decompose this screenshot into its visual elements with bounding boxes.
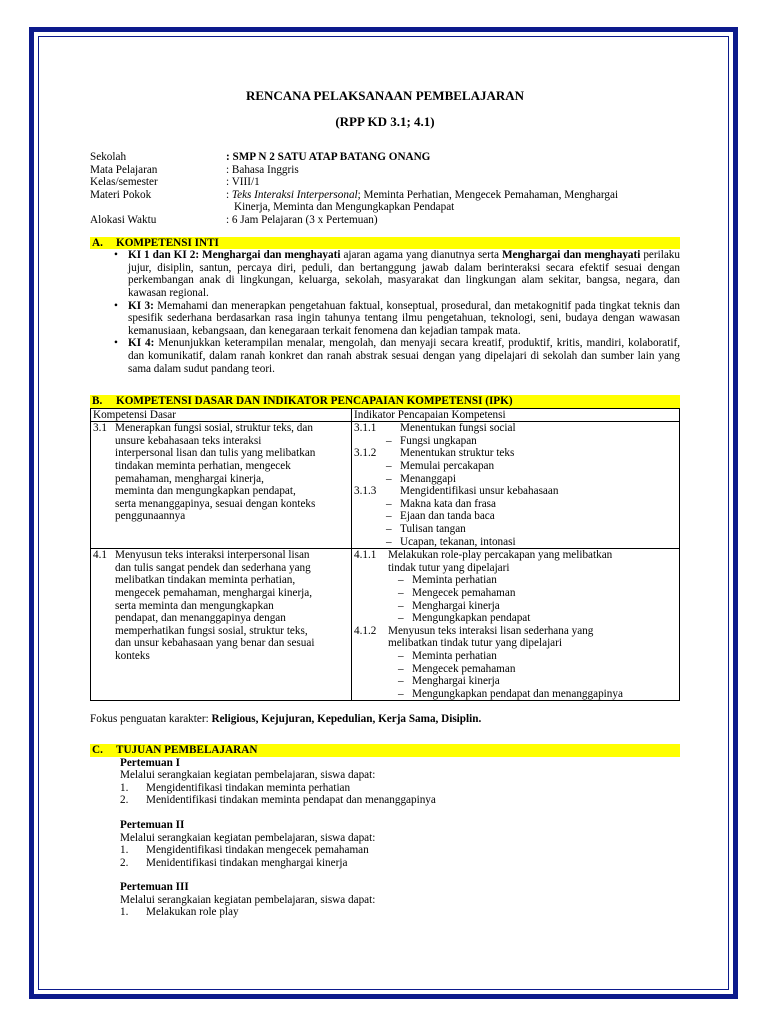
ipk-line: [354, 625, 677, 638]
list-text: Melakukan role play: [146, 906, 239, 919]
kd-text: interpersonal lisan dan tulis yang melibatkan: [115, 447, 316, 460]
ipk-number: 4.1.2: [354, 624, 377, 637]
kd-number: 3.1: [93, 422, 107, 435]
meeting-title: Pertemuan III: [120, 881, 189, 894]
ipk-subitem: – Ejaan dan tanda baca: [354, 510, 677, 523]
ki-bold: KI 4:: [128, 337, 155, 350]
table-row: [91, 549, 680, 701]
identity-block: [90, 151, 680, 227]
section-letter: A.: [92, 236, 103, 249]
ipk-number: 3.1.1: [354, 422, 377, 435]
fokus-values: Religious, Kejujuran, Kepedulian, Kerja Sama, Disiplin.: [211, 713, 482, 726]
ipk-text: melibatkan tindak tutur yang dipelajari: [388, 637, 562, 650]
kd-text: dan unsur kebahasaan yang benar dan sesuai: [115, 637, 315, 650]
info-value: : VIII/1: [226, 176, 260, 189]
info-row-materi: [90, 189, 680, 214]
meeting-intro: Melalui serangkaian kegiatan pembelajaran, siswa dapat:: [120, 769, 376, 782]
ki-text: Menunjukkan keterampilan menalar, mengolah, dan menyaji secara kreatif, produktif, kritis, mandiri, kolaboratif, dan komunikatif, dalam ranah konkret dan ranah abstrak sesuai dengan yang dipelajari di sekolah dan sumber lain yang sama dalam sudut pandang teori.: [128, 337, 680, 375]
ipk-subitem: – Makna kata dan frasa: [354, 498, 677, 511]
list-text: Menidentifikasi tindakan meminta pendapat dan menanggapinya: [146, 794, 436, 807]
kd-cell-4-1: [91, 549, 352, 701]
meeting-title: Pertemuan I: [120, 756, 180, 769]
kd-text: tindakan meminta perhatian, mengecek: [115, 460, 291, 473]
kd-text: Menerapkan fungsi sosial, struktur teks, dan: [115, 422, 313, 435]
ipk-subitem: – Menanggapi: [354, 473, 677, 486]
kd-line: [93, 549, 349, 562]
section-letter: C.: [92, 743, 103, 756]
kd-text: melibatkan tindakan meminta perhatian,: [115, 574, 296, 587]
ipk-subitem: – Menghargai kinerja: [354, 675, 677, 688]
info-value: : SMP N 2 SATU ATAP BATANG ONANG: [226, 151, 431, 163]
materi-rest: ; Meminta Perhatian, Mengecek Pemahaman, Menghargai: [357, 188, 619, 201]
colon: :: [226, 188, 232, 201]
info-row-sekolah: [90, 151, 680, 164]
ki-item-1-2: [128, 249, 680, 299]
kd-text: konteks: [115, 649, 150, 662]
info-value: : 6 Jam Pelajaran (3 x Pertemuan): [226, 213, 378, 226]
kd-text: mengecek pemahaman, menghargai kinerja,: [115, 587, 313, 599]
kd-line: [93, 422, 349, 435]
list-text: Mengidentifikasi tindakan meminta perhatian: [146, 781, 351, 794]
list-number: 2.: [120, 856, 129, 869]
section-title: KOMPETENSI INTI: [116, 236, 219, 249]
section-a-heading: [90, 237, 680, 250]
ki-text: Memahami dan menerapkan pengetahuan faktual, konseptual, prosedural, dan metakognitif pada tingkat teknis dan spesifik sederhana berdasarkan rasa ingin tahunya tentang ilmu pengetahuan, teknologi, seni, budaya dengan wawasan kemanusiaan, kebangsaan, dan kenegaraan terkait fenomena dan kejadian tampak mata.: [128, 299, 681, 337]
list-number: 1.: [120, 781, 129, 794]
list-number: 1.: [120, 906, 129, 919]
meeting-intro: Melalui serangkaian kegiatan pembelajaran, siswa dapat:: [120, 893, 376, 906]
ipk-subitem: – Menghargai kinerja: [354, 600, 677, 613]
kd-text: pendapat, dan menanggapinya dengan: [115, 612, 286, 625]
kd-text: unsure kebahasaan teks interaksi: [115, 434, 262, 447]
info-label: Alokasi Waktu: [90, 213, 157, 226]
kd-text: penggunaannya: [115, 510, 186, 523]
list-text: Menidentifikasi tindakan menghargai kinerja: [146, 856, 348, 869]
kd-text: dan tulis sangat pendek dan sederhana yang: [115, 561, 311, 574]
ki-list: [90, 249, 680, 375]
ipk-line: [354, 549, 677, 562]
document-subtitle: (RPP KD 3.1; 4.1): [335, 114, 435, 129]
ipk-text: tindak tutur yang dipelajari: [388, 561, 510, 574]
document-content: [90, 86, 680, 919]
document-title: RENCANA PELAKSANAAN PEMBELAJARAN: [245, 88, 525, 103]
info-label: Mata Pelajaran: [90, 163, 158, 176]
section-letter: B.: [92, 395, 103, 408]
tujuan-block: [90, 757, 680, 920]
kd-table: [90, 408, 680, 702]
info-label: Kelas/semester: [90, 176, 158, 189]
ki-text: ajaran agama yang dianutnya serta: [340, 249, 502, 262]
list-item: [120, 794, 680, 807]
info-value: [226, 189, 680, 214]
ipk-number: 3.1.3: [354, 485, 377, 498]
ki-item-3: [128, 300, 680, 338]
kd-cell-3-1: [91, 422, 352, 549]
table-row: [91, 422, 680, 549]
list-text: Mengidentifikasi tindakan mengecek pemahaman: [146, 844, 369, 857]
list-item: [120, 844, 680, 857]
info-value: : Bahasa Inggris: [226, 163, 299, 176]
list-item: [120, 857, 680, 870]
info-row-kelas: [90, 176, 680, 189]
ki-bold: Menghargai dan menghayati: [501, 249, 641, 262]
kd-text: memperhatikan fungsi sosial, struktur teks,: [115, 624, 308, 637]
ipk-text: Mengidentifikasi unsur kebahasaan: [400, 485, 559, 498]
section-title: KOMPETENSI DASAR DAN INDIKATOR PENCAPAIAN KOMPETENSI (IPK): [116, 395, 513, 408]
ki-bold: KI 1 dan KI 2: Menghargai dan menghayati: [128, 249, 341, 262]
table-header-cell: Indikator Pencapaian Kompetensi: [352, 408, 680, 422]
ki-bold: KI 3:: [128, 299, 154, 312]
ipk-subitem: – Mengungkapkan pendapat: [354, 612, 677, 625]
kd-text: serta menanggapinya, sesuai dengan konteks: [115, 497, 316, 510]
list-item: [120, 906, 680, 919]
table-header-cell: Kompetensi Dasar: [91, 408, 352, 422]
ipk-cell-4-1: [352, 549, 680, 701]
section-c-heading: [90, 744, 680, 757]
kd-number: 4.1: [93, 549, 107, 562]
info-row-mapel: [90, 164, 680, 177]
ki-item-4: [128, 337, 680, 375]
ipk-subitem: – Meminta perhatian: [354, 650, 677, 663]
meeting-title: Pertemuan II: [120, 818, 185, 831]
list-item: [120, 782, 680, 795]
ipk-line: [354, 447, 677, 460]
kd-text: meminta dan mengungkapkan pendapat,: [115, 485, 296, 498]
ipk-number: 4.1.1: [354, 549, 377, 562]
kd-text: serta meminta dan mengungkapkan: [115, 599, 274, 612]
kd-text: Menyusun teks interaksi interpersonal lisan: [115, 549, 310, 562]
ipk-cell-3-1: [352, 422, 680, 549]
ipk-subitem: – Mengecek pemahaman: [354, 663, 677, 676]
meeting-intro: Melalui serangkaian kegiatan pembelajaran, siswa dapat:: [120, 831, 376, 844]
ipk-subitem: – Ucapan, tekanan, intonasi: [354, 536, 677, 549]
info-row-alokasi: [90, 214, 680, 227]
list-number: 2.: [120, 794, 129, 807]
materi-line2: Kinerja, Meminta dan Mengungkapkan Pendapat: [234, 201, 455, 214]
fokus-karakter: [90, 713, 680, 726]
materi-italic: Teks Interaksi Interpersonal: [231, 188, 358, 201]
list-number: 1.: [120, 844, 129, 857]
ipk-text: Melakukan role-play percakapan yang melibatkan: [388, 549, 613, 562]
section-b-heading: [90, 395, 680, 408]
ipk-subitem: – Memulai percakapan: [354, 460, 677, 473]
ipk-subitem: – Mengecek pemahaman: [354, 587, 677, 600]
ipk-line: [354, 485, 677, 498]
table-header-row: [91, 408, 680, 422]
section-title: TUJUAN PEMBELAJARAN: [116, 743, 258, 756]
ipk-subitem: – Fungsi ungkapan: [354, 435, 677, 448]
ki-text: perilaku jujur, disiplin, santun, percaya diri, peduli, dan bertanggung jawab dalam berinteraksi secara efektif sesuai dengan perkembangan anak di lingkungan, keluarga, sekolah, masyarakat dan lingkungan alam sekitar, bangsa, negara, dan kawasan regional.: [128, 249, 680, 299]
ipk-text: Menyusun teks interaksi lisan sederhana yang: [388, 624, 594, 637]
ipk-text: Menentukan struktur teks: [400, 447, 515, 460]
ipk-number: 3.1.2: [354, 447, 377, 460]
ipk-subitem: – Mengungkapkan pendapat dan menanggapinya: [354, 688, 677, 701]
ipk-line: [354, 422, 677, 435]
ipk-subitem: – Tulisan tangan: [354, 523, 677, 536]
info-label: Materi Pokok: [90, 188, 152, 201]
ipk-subitem: – Meminta perhatian: [354, 574, 677, 587]
kd-text: pemahaman, menghargai kinerja,: [115, 472, 264, 485]
info-label: Sekolah: [90, 151, 127, 163]
fokus-label: Fokus penguatan karakter:: [90, 713, 212, 726]
ipk-text: Menentukan fungsi social: [400, 422, 516, 435]
